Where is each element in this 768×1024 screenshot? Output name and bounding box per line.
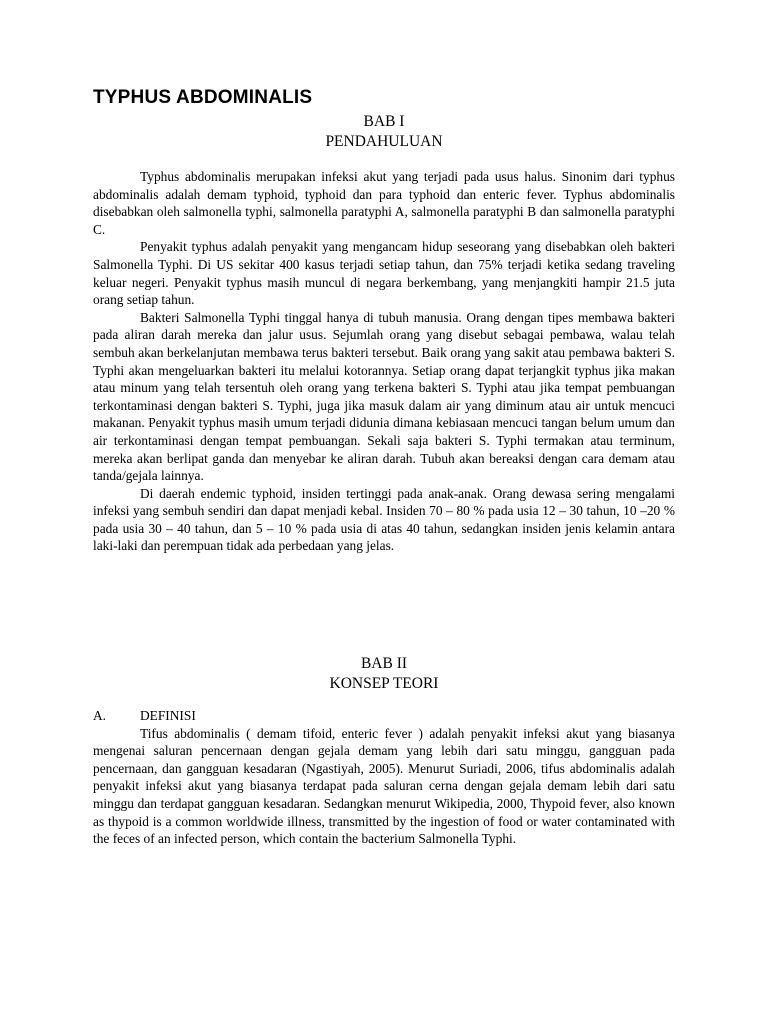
chapter-2-title: KONSEP TEORI bbox=[329, 675, 439, 693]
chapter-1-label: BAB I bbox=[363, 113, 405, 130]
chapter-2-label: BAB II bbox=[360, 655, 408, 673]
document-page bbox=[93, 86, 675, 848]
section-a-title: DEFINISI bbox=[140, 708, 196, 724]
document-title: TYPHUS ABDOMINALIS bbox=[93, 87, 313, 108]
chapter-1-title: PENDAHULUAN bbox=[325, 133, 443, 150]
chapter-2 bbox=[93, 654, 675, 848]
section-a-number: A. bbox=[93, 708, 107, 724]
paragraph: Tifus abdominalis ( demam tifoid, enteric fever ) adalah penyakit infeksi akut yang biasanya mengenai saluran pencernaan dengan gejala demam yang lebih dari satu minggu, gangguan pada pencernaan, dan gangguan kesadaran (Ngastiyah, 2005). Menurut Suriadi, 2006, tifus abdominalis adalah penyakit infeksi akut yang biasanya terdapat pada saluran cerna dengan gejala demam lebih dari satu minggu dan terdapat gangguan kesadaran. Sedangkan menurut Wikipedia, 2000, Thypoid fever, also known as thypoid is a common worldwide illness, transmitted by the ingestion of food or water contaminated with the feces of an infected person, which contain the bacterium Salmonella Typhi. bbox=[93, 725, 675, 847]
chapter-2-heading bbox=[93, 654, 675, 694]
paragraph: Bakteri Salmonella Typhi tinggal hanya di tubuh manusia. Orang dengan tipes membawa bakteri pada aliran darah mereka dan jalur usus. Sejumlah orang yang disebut sebagai pembawa, walau telah sembuh akan berkelanjutan membawa terus bakteri tersebut. Baik orang yang sakit atau pembawa bakteri S. Typhi akan mengeluarkan bakteri itu melalui kotorannya. Setiap orang dapat terjangkit typhus jika makan atau minum yang telah tersentuh oleh orang yang terkena bakteri S. Typhi atau jika tempat pembuangan terkontaminasi dengan bakteri S. Typhi, juga jika masuk dalam air yang diminum atau air untuk mencuci makanan. Penyakit typhus masih umum terjadi didunia dimana kebiasaan mencuci tangan belum umum dan air terkontaminasi dengan tempat pembuangan. Sekali saja bakteri S. Typhi termakan atau terminum, mereka akan berlipat ganda dan menyebar ke aliran darah. Tubuh akan bereaksi dengan cara demam atau tanda/gejala lainnya. bbox=[93, 309, 675, 484]
paragraph: Typhus abdominalis merupakan infeksi akut yang terjadi pada usus halus. Sinonim dari typhus abdominalis adalah demam typhoid, typhoid dan para typhoid dan enteric fever. Typhus abdominalis disebabkan oleh salmonella typhi, salmonella paratyphi A, salmonella paratyphi B dan salmonella paratyphi C. bbox=[93, 169, 675, 237]
paragraph: Penyakit typhus adalah penyakit yang mengancam hidup seseorang yang disebabkan oleh bakteri Salmonella Typhi. Di US sekitar 400 kasus terjadi setiap tahun, dan 75% terjadi ketika sedang traveling keluar negeri. Penyakit typhus masih muncul di negara berkembang, yang menjangkiti hampir 21.5 juta orang setiap tahun. bbox=[93, 239, 675, 308]
chapter-1-body bbox=[93, 168, 675, 555]
section-a-heading bbox=[93, 707, 675, 725]
paragraph: Di daerah endemic typhoid, insiden tertinggi pada anak-anak. Orang dewasa sering mengalami infeksi yang sembuh sendiri dan dapat menjadi kebal. Insiden 70 – 80 % pada usia 12 – 30 tahun, 10 –20 % pada usia 30 – 40 tahun, dan 5 – 10 % pada usia di atas 40 tahun, sedangkan insiden jenis kelamin antara laki-laki dan perempuan tidak ada perbedaan yang jelas. bbox=[93, 485, 675, 554]
chapter-1-heading bbox=[93, 112, 675, 152]
